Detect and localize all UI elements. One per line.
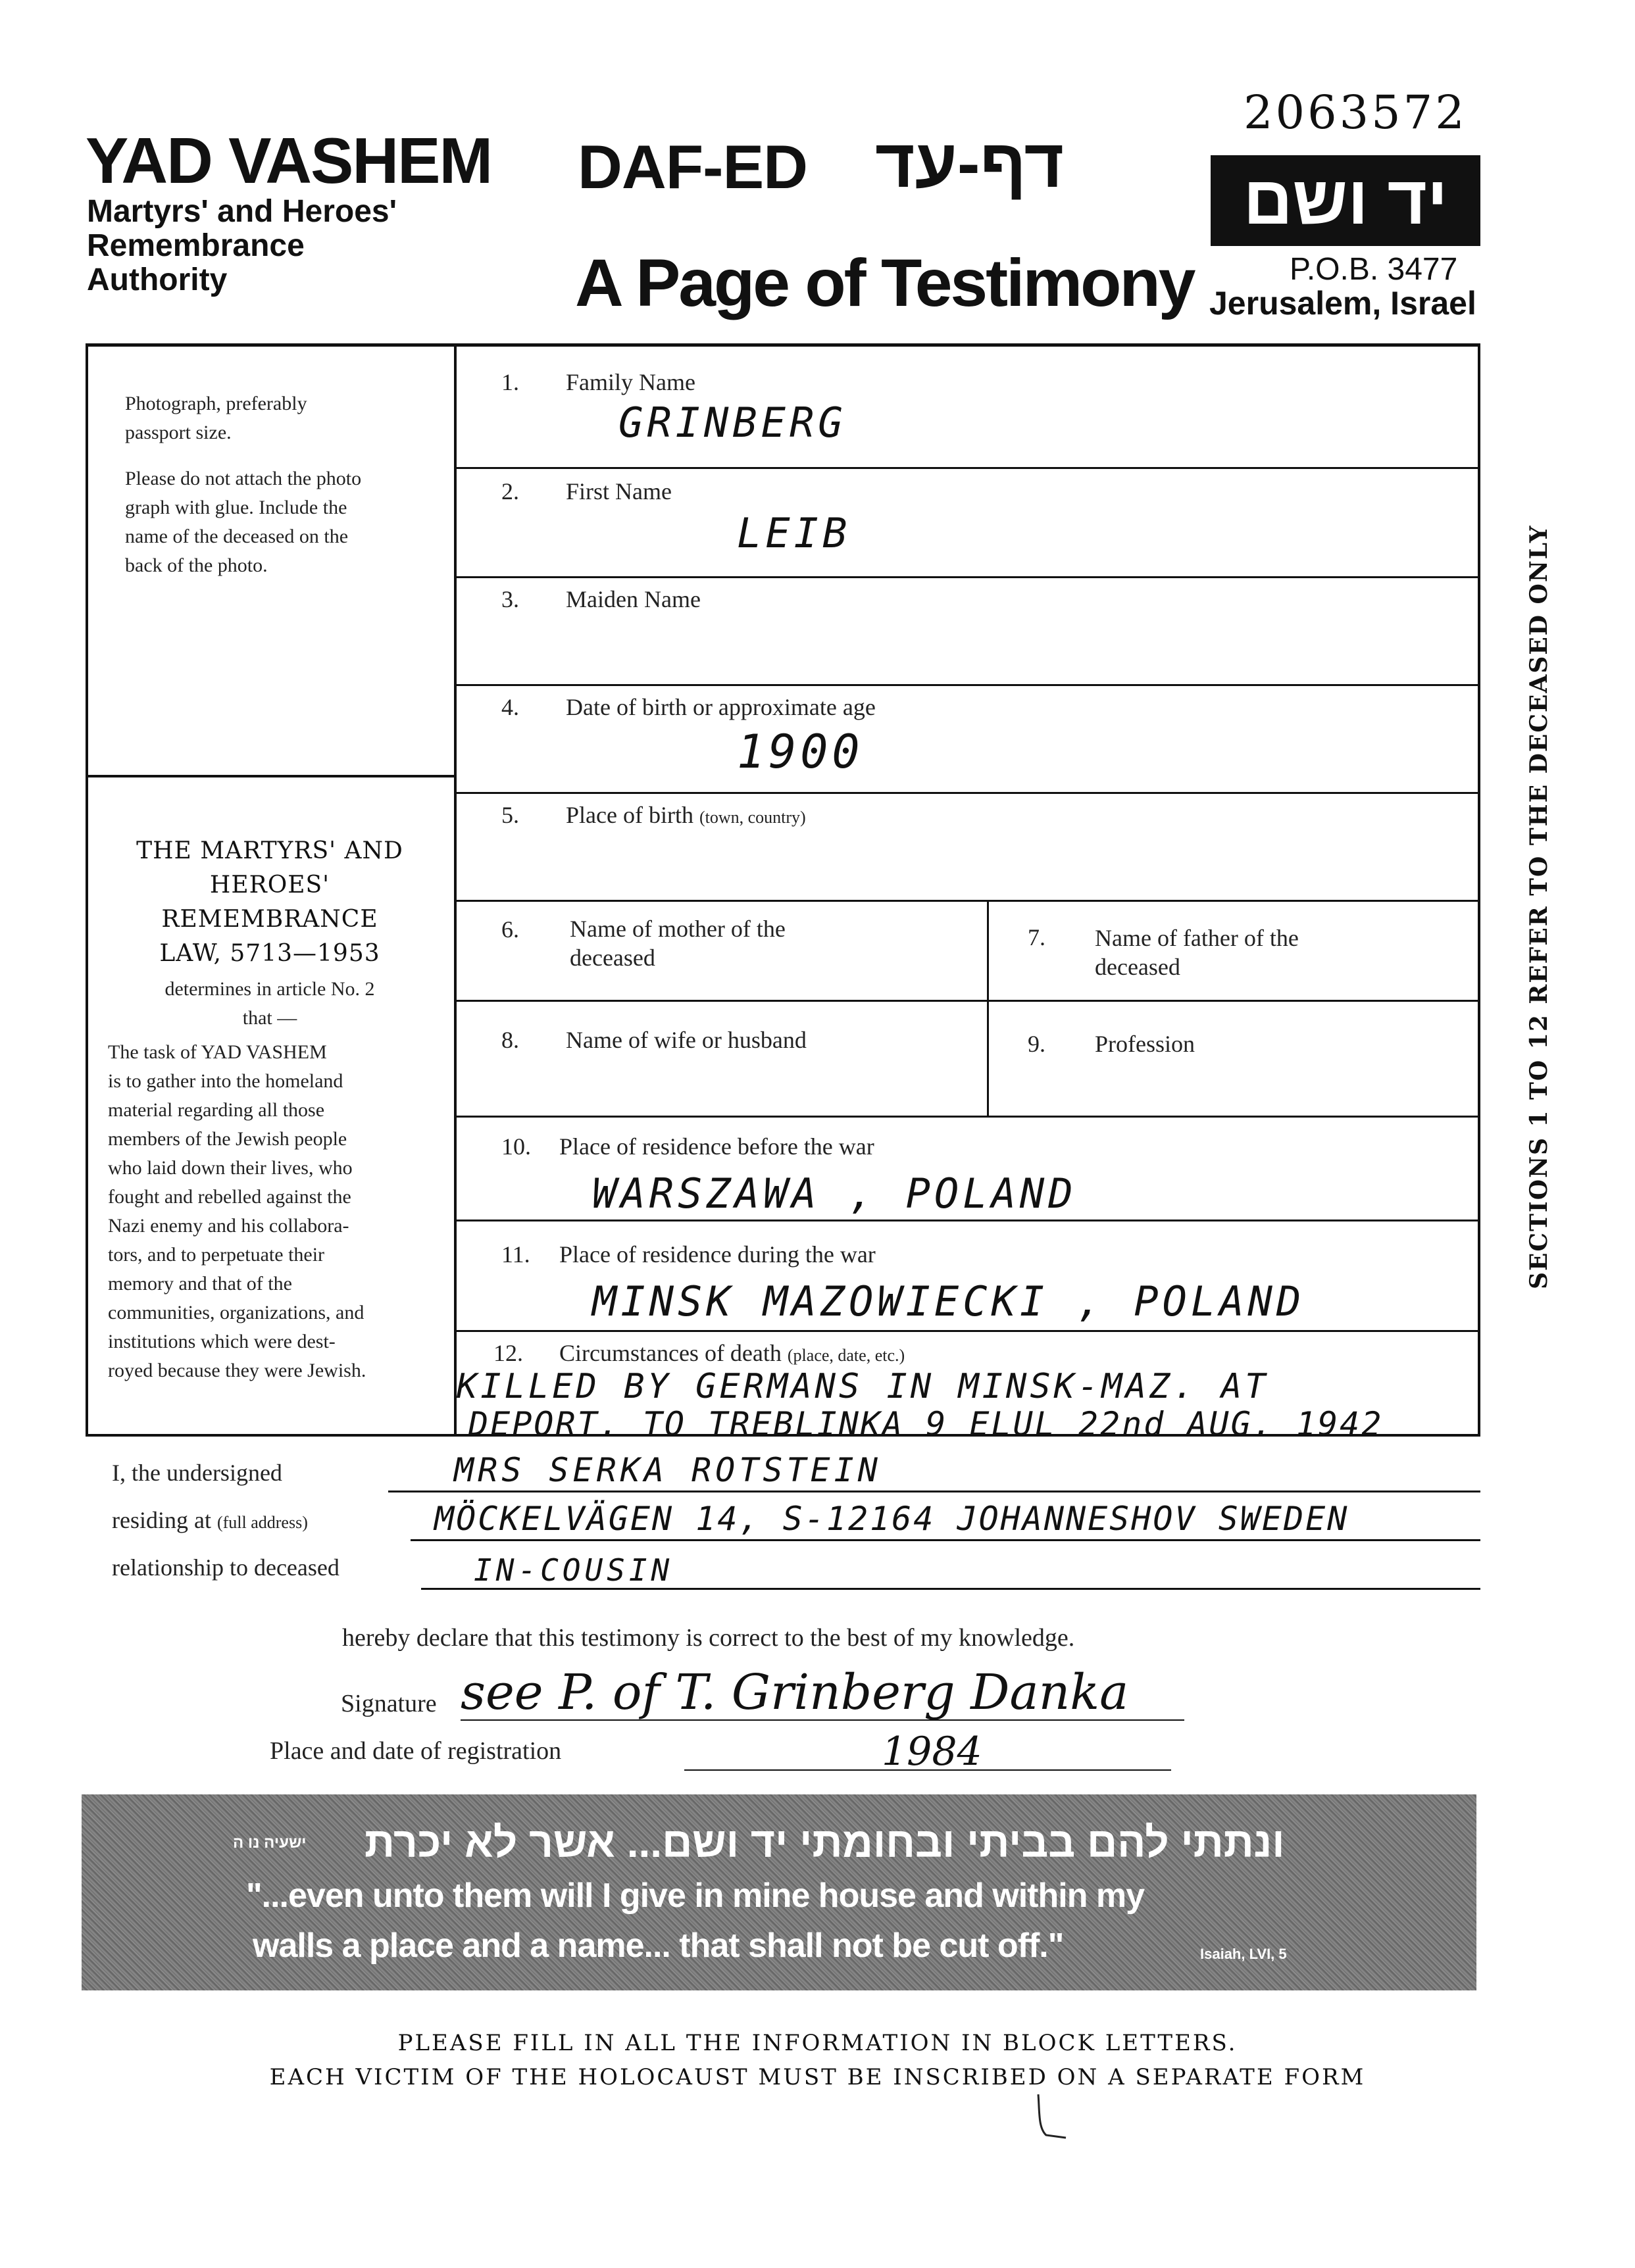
field-12-label-main: Circumstances of death [559, 1340, 782, 1366]
residing-label-small: (full address) [216, 1513, 308, 1532]
law-determines-line: determines in article No. 2 [164, 978, 375, 1000]
signature-value[interactable]: see P. of T. Grinberg Danka [461, 1664, 1129, 1721]
field-6-label-line: Name of mother of the [570, 916, 786, 942]
field-2-number: 2. [501, 478, 519, 505]
law-body-line: fought and rebelled against the [108, 1186, 351, 1208]
field-6-label [570, 914, 786, 972]
photo-instruction-line: graph with glue. Include the [125, 497, 347, 518]
law-box [99, 834, 441, 1385]
field-4-number: 4. [501, 694, 519, 720]
law-determines-line: that — [242, 1007, 297, 1029]
field-separator [457, 1220, 1478, 1221]
photo-box-bottom [86, 775, 457, 777]
banner-ref-hebrew: ישעיה נו ה [233, 1834, 307, 1852]
law-title-line: THE MARTYRS' AND [136, 837, 403, 864]
field-separator [457, 684, 1478, 686]
residing-value[interactable]: MÖCKELVÄGEN 14, S-12164 JOHANNESHOV SWEDEN [434, 1500, 1349, 1538]
field-7-label-line: Name of father of the [1095, 925, 1299, 951]
declaration-text: hereby declare that this testimony is correct to the best of my knowledge. [342, 1624, 1075, 1652]
field-1-label: Family Name [566, 369, 695, 395]
law-body-line: Nazi enemy and his collabora- [108, 1215, 349, 1237]
city: Jerusalem, Israel [1209, 285, 1476, 322]
form-title: A Page of Testimony [575, 245, 1194, 320]
org-subtitle [87, 195, 397, 297]
field-separator [457, 1116, 1478, 1118]
form-right-border [1478, 343, 1480, 1435]
banner-ref-english: Isaiah, LVI, 5 [1200, 1946, 1287, 1962]
law-body-line: The task of YAD VASHEM [108, 1041, 327, 1063]
field-10-label: Place of residence before the war [559, 1133, 874, 1160]
field-12-label [559, 1339, 905, 1367]
field-8-label: Name of wife or husband [566, 1027, 807, 1053]
field-8-number: 8. [501, 1027, 519, 1053]
field-7-label-line: deceased [1095, 954, 1180, 980]
law-body-line: members of the Jewish people [108, 1128, 347, 1150]
photo-box-line: Photograph, preferably [125, 393, 307, 414]
undersigned-line [388, 1491, 1480, 1492]
law-body-line: who laid down their lives, who [108, 1157, 353, 1179]
field-1-value[interactable]: GRINBERG [618, 399, 847, 447]
undersigned-value[interactable]: MRS SERKA ROTSTEIN [454, 1451, 882, 1489]
field-12-label-small: (place, date, etc.) [787, 1346, 905, 1365]
banner-hebrew: ונתתי להם בביתי ובחומתי יד ושם... אשר לא יכרת [365, 1819, 1285, 1866]
law-body-line: institutions which were dest- [108, 1331, 336, 1352]
field-5-label [566, 801, 806, 829]
registration-value[interactable]: 1984 [882, 1729, 982, 1775]
law-body-line: tors, and to perpetuate their [108, 1244, 325, 1266]
field-1-number: 1. [501, 369, 519, 395]
field-9-label: Profession [1095, 1031, 1195, 1057]
field-separator [457, 1330, 1478, 1332]
field-12-value-line1[interactable]: KILLED BY GERMANS IN MINSK-MAZ. AT [457, 1367, 1269, 1406]
relationship-line [421, 1588, 1480, 1590]
form-name-hebrew: דף-עד [875, 126, 1065, 202]
pob: P.O.B. 3477 [1290, 252, 1458, 287]
field-2-label: First Name [566, 478, 672, 505]
left-column-border [86, 343, 88, 1435]
form-name: DAF-ED [578, 132, 808, 201]
field-7-label [1095, 924, 1299, 981]
law-body-line: material regarding all those [108, 1099, 325, 1121]
banner-english-line2: walls a place and a name... that shall not be cut off." [253, 1927, 1064, 1965]
field-7-number: 7. [1028, 924, 1045, 950]
field-2-value[interactable]: LEIB [737, 509, 851, 557]
quote-banner [82, 1794, 1476, 1990]
field-10-number: 10. [501, 1133, 531, 1160]
undersigned-label: I, the undersigned [112, 1460, 282, 1486]
law-body-line: is to gather into the homeland [108, 1070, 343, 1092]
residing-label-main: residing at [112, 1507, 211, 1533]
photo-box-line: passport size. [125, 422, 232, 443]
field-5-label-main: Place of birth [566, 802, 693, 828]
side-note: SECTIONS 1 TO 12 REFER TO THE DECEASED ONLY [1525, 524, 1553, 1289]
field-3-label: Maiden Name [566, 586, 701, 612]
photo-instruction-line: back of the photo. [125, 555, 268, 576]
registration-label: Place and date of registration [270, 1737, 562, 1765]
law-title-line: HEROES' REMEMBRANCE [161, 872, 378, 933]
pen-mark [1033, 2092, 1072, 2144]
photo-box [125, 389, 441, 580]
law-body-line: communities, organizations, and [108, 1302, 365, 1323]
field-4-label: Date of birth or approximate age [566, 694, 876, 720]
org-subtitle-line: Martyrs' and Heroes' [87, 194, 397, 229]
field-11-number: 11. [501, 1241, 530, 1268]
left-column-divider [454, 343, 457, 1435]
photo-instruction-line: name of the deceased on the [125, 526, 349, 547]
photo-instruction-line: Please do not attach the photo [125, 468, 362, 489]
logo-hebrew-box [1211, 155, 1480, 246]
field-12-value-line2[interactable]: DEPORT. TO TREBLINKA 9 ELUL 22nd AUG. 1942 [468, 1405, 1384, 1443]
field-separator [457, 900, 1478, 902]
field-separator [457, 792, 1478, 794]
field-separator [457, 1000, 1478, 1002]
residing-label [112, 1506, 308, 1534]
org-name: YAD VASHEM [86, 124, 492, 197]
footer-line1: PLEASE FILL IN ALL THE INFORMATION IN BLOCK LETTERS. [397, 2030, 1238, 2056]
field-11-label: Place of residence during the war [559, 1241, 876, 1268]
split-divider [987, 900, 989, 1116]
field-separator [457, 467, 1478, 469]
field-6-number: 6. [501, 916, 519, 943]
record-number: 2063572 [1244, 86, 1467, 139]
field-separator [457, 576, 1478, 578]
field-10-value[interactable]: WARSZAWA , POLAND [592, 1170, 1077, 1218]
org-subtitle-line: Remembrance [87, 228, 305, 263]
logo-hebrew: יד ושם [1243, 162, 1448, 239]
field-12-number: 12. [493, 1340, 523, 1366]
law-body-line: royed because they were Jewish. [108, 1360, 366, 1381]
org-subtitle-line: Authority [87, 262, 228, 297]
field-6-label-line: deceased [570, 945, 655, 971]
law-body-line: memory and that of the [108, 1273, 292, 1294]
field-3-number: 3. [501, 586, 519, 612]
footer-line2: EACH VICTIM OF THE HOLOCAUST MUST BE INSCRIBED ON A SEPARATE FORM [269, 2064, 1366, 2090]
field-11-value[interactable]: MINSK MAZOWIECKI , POLAND [592, 1277, 1305, 1325]
form-top-border [86, 343, 1480, 347]
banner-english-line1: "...even unto them will I give in mine house and within my [246, 1877, 1145, 1915]
field-5-label-small: (town, country) [699, 808, 806, 827]
signature-label: Signature [341, 1690, 437, 1717]
field-5-number: 5. [501, 802, 519, 828]
residing-line [411, 1539, 1480, 1541]
relationship-value[interactable]: IN-COUSIN [474, 1552, 674, 1588]
field-9-number: 9. [1028, 1031, 1045, 1057]
law-title-line: LAW, 5713—1953 [159, 940, 380, 967]
relationship-label: relationship to deceased [112, 1554, 340, 1581]
field-4-value[interactable]: 1900 [737, 725, 864, 779]
